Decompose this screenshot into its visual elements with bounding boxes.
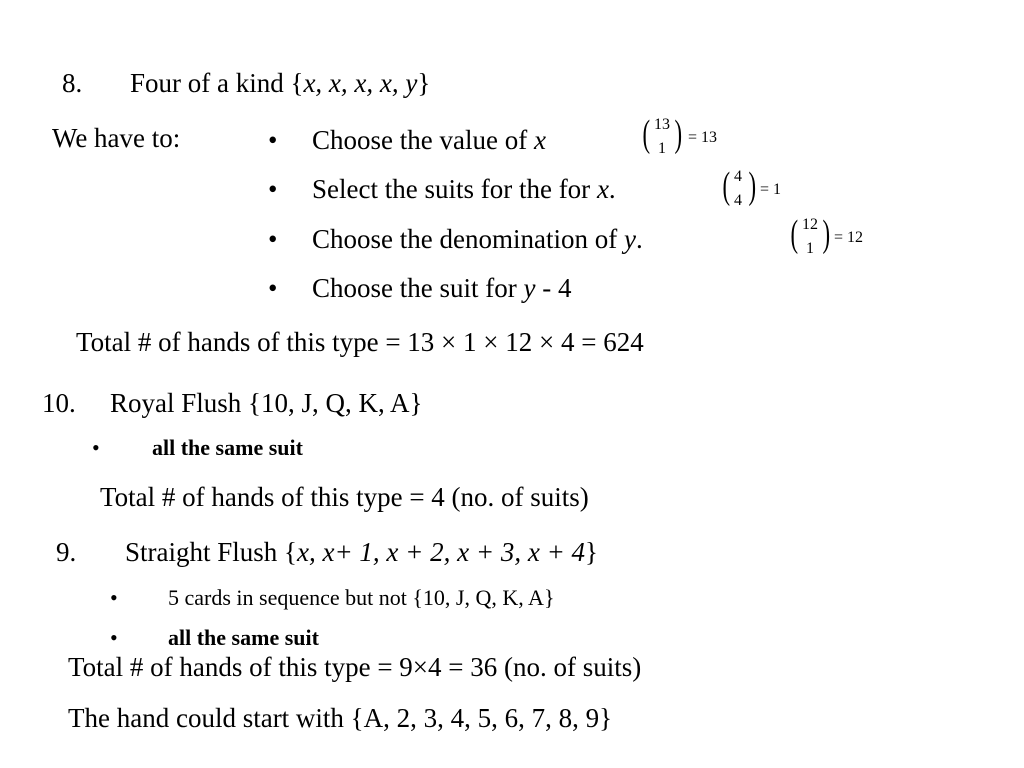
bullet-icon: • xyxy=(92,435,100,460)
we-have-to-label: We have to: xyxy=(52,123,181,153)
binomial-top: 12 xyxy=(802,216,818,233)
bullet-choose-denomination-y xyxy=(312,224,643,255)
section-8-title-set: x, x, x, x, y xyxy=(303,68,418,98)
binomial-4-choose-4: ( 4 4 ) = 1 xyxy=(722,165,782,209)
section-10-title: Royal Flush {10, J, Q, K, A} xyxy=(110,388,423,418)
binomial-bottom: 4 xyxy=(734,192,742,209)
binomial-top: 4 xyxy=(734,168,742,185)
bullet-icon: • xyxy=(110,585,118,610)
bullet-select-suits-x xyxy=(312,174,616,205)
binomial-result: = 13 xyxy=(688,129,718,146)
bullet-var: x xyxy=(533,125,546,155)
bullet-text: Choose the suit for xyxy=(312,273,524,303)
section-8-title-suffix: } xyxy=(417,68,431,98)
section-8-number: 8. xyxy=(62,68,83,98)
bullet-var: y xyxy=(623,224,636,254)
binomial-12-choose-1: ( 12 1 ) = 12 xyxy=(790,213,864,257)
bullet-tail: . xyxy=(608,174,616,204)
section-10-number: 10. xyxy=(42,388,76,418)
section-9-title-prefix: Straight Flush { xyxy=(125,537,297,567)
section-8-title xyxy=(130,68,430,99)
binomial-bottom: 1 xyxy=(806,240,814,257)
section-9-bullet-sequence: 5 cards in sequence but not {10, J, Q, K, A} xyxy=(168,585,555,610)
binomial-result: = 1 xyxy=(760,181,782,198)
section-9-start: The hand could start with {A, 2, 3, 4, 5, 6, 7, 8, 9} xyxy=(68,703,613,733)
bullet-var: y xyxy=(523,273,536,303)
binomial-bottom: 1 xyxy=(658,140,666,157)
section-8-title-prefix: Four of a kind { xyxy=(130,68,304,98)
bullet-tail: - 4 xyxy=(535,273,572,303)
bullet-choose-value-x xyxy=(312,125,546,156)
bullet-text: Choose the denomination of xyxy=(312,224,624,254)
binomial-13-choose-1: ( 13 1 ) = 13 xyxy=(642,113,718,157)
bullet-icon: • xyxy=(268,174,278,204)
binomial-top: 13 xyxy=(654,116,670,133)
section-9-title-suffix: } xyxy=(585,537,599,567)
bullet-var: x xyxy=(596,174,609,204)
bullet-icon: • xyxy=(268,224,278,254)
section-9-number: 9. xyxy=(56,537,77,567)
section-10-total: Total # of hands of this type = 4 (no. of suits) xyxy=(100,482,589,512)
section-9-title-set: x, x+ 1, x + 2, x + 3, x + 4 xyxy=(296,537,586,567)
bullet-icon: • xyxy=(268,273,278,303)
bullet-icon: • xyxy=(268,125,278,155)
section-9-total: Total # of hands of this type = 9×4 = 36 (no. of suits) xyxy=(68,652,642,682)
section-9-title xyxy=(125,537,598,568)
section-9-bullet-same-suit: all the same suit xyxy=(168,625,319,650)
bullet-text: Select the suits for the for xyxy=(312,174,597,204)
bullet-tail: . xyxy=(635,224,643,254)
section-10-bullet: all the same suit xyxy=(152,435,303,460)
section-8-total: Total # of hands of this type = 13 × 1 × 12 × 4 = 624 xyxy=(76,327,644,357)
bullet-choose-suit-y xyxy=(312,273,571,304)
binomial-result: = 12 xyxy=(834,229,864,246)
bullet-text: Choose the value of xyxy=(312,125,534,155)
bullet-icon: • xyxy=(110,625,118,650)
